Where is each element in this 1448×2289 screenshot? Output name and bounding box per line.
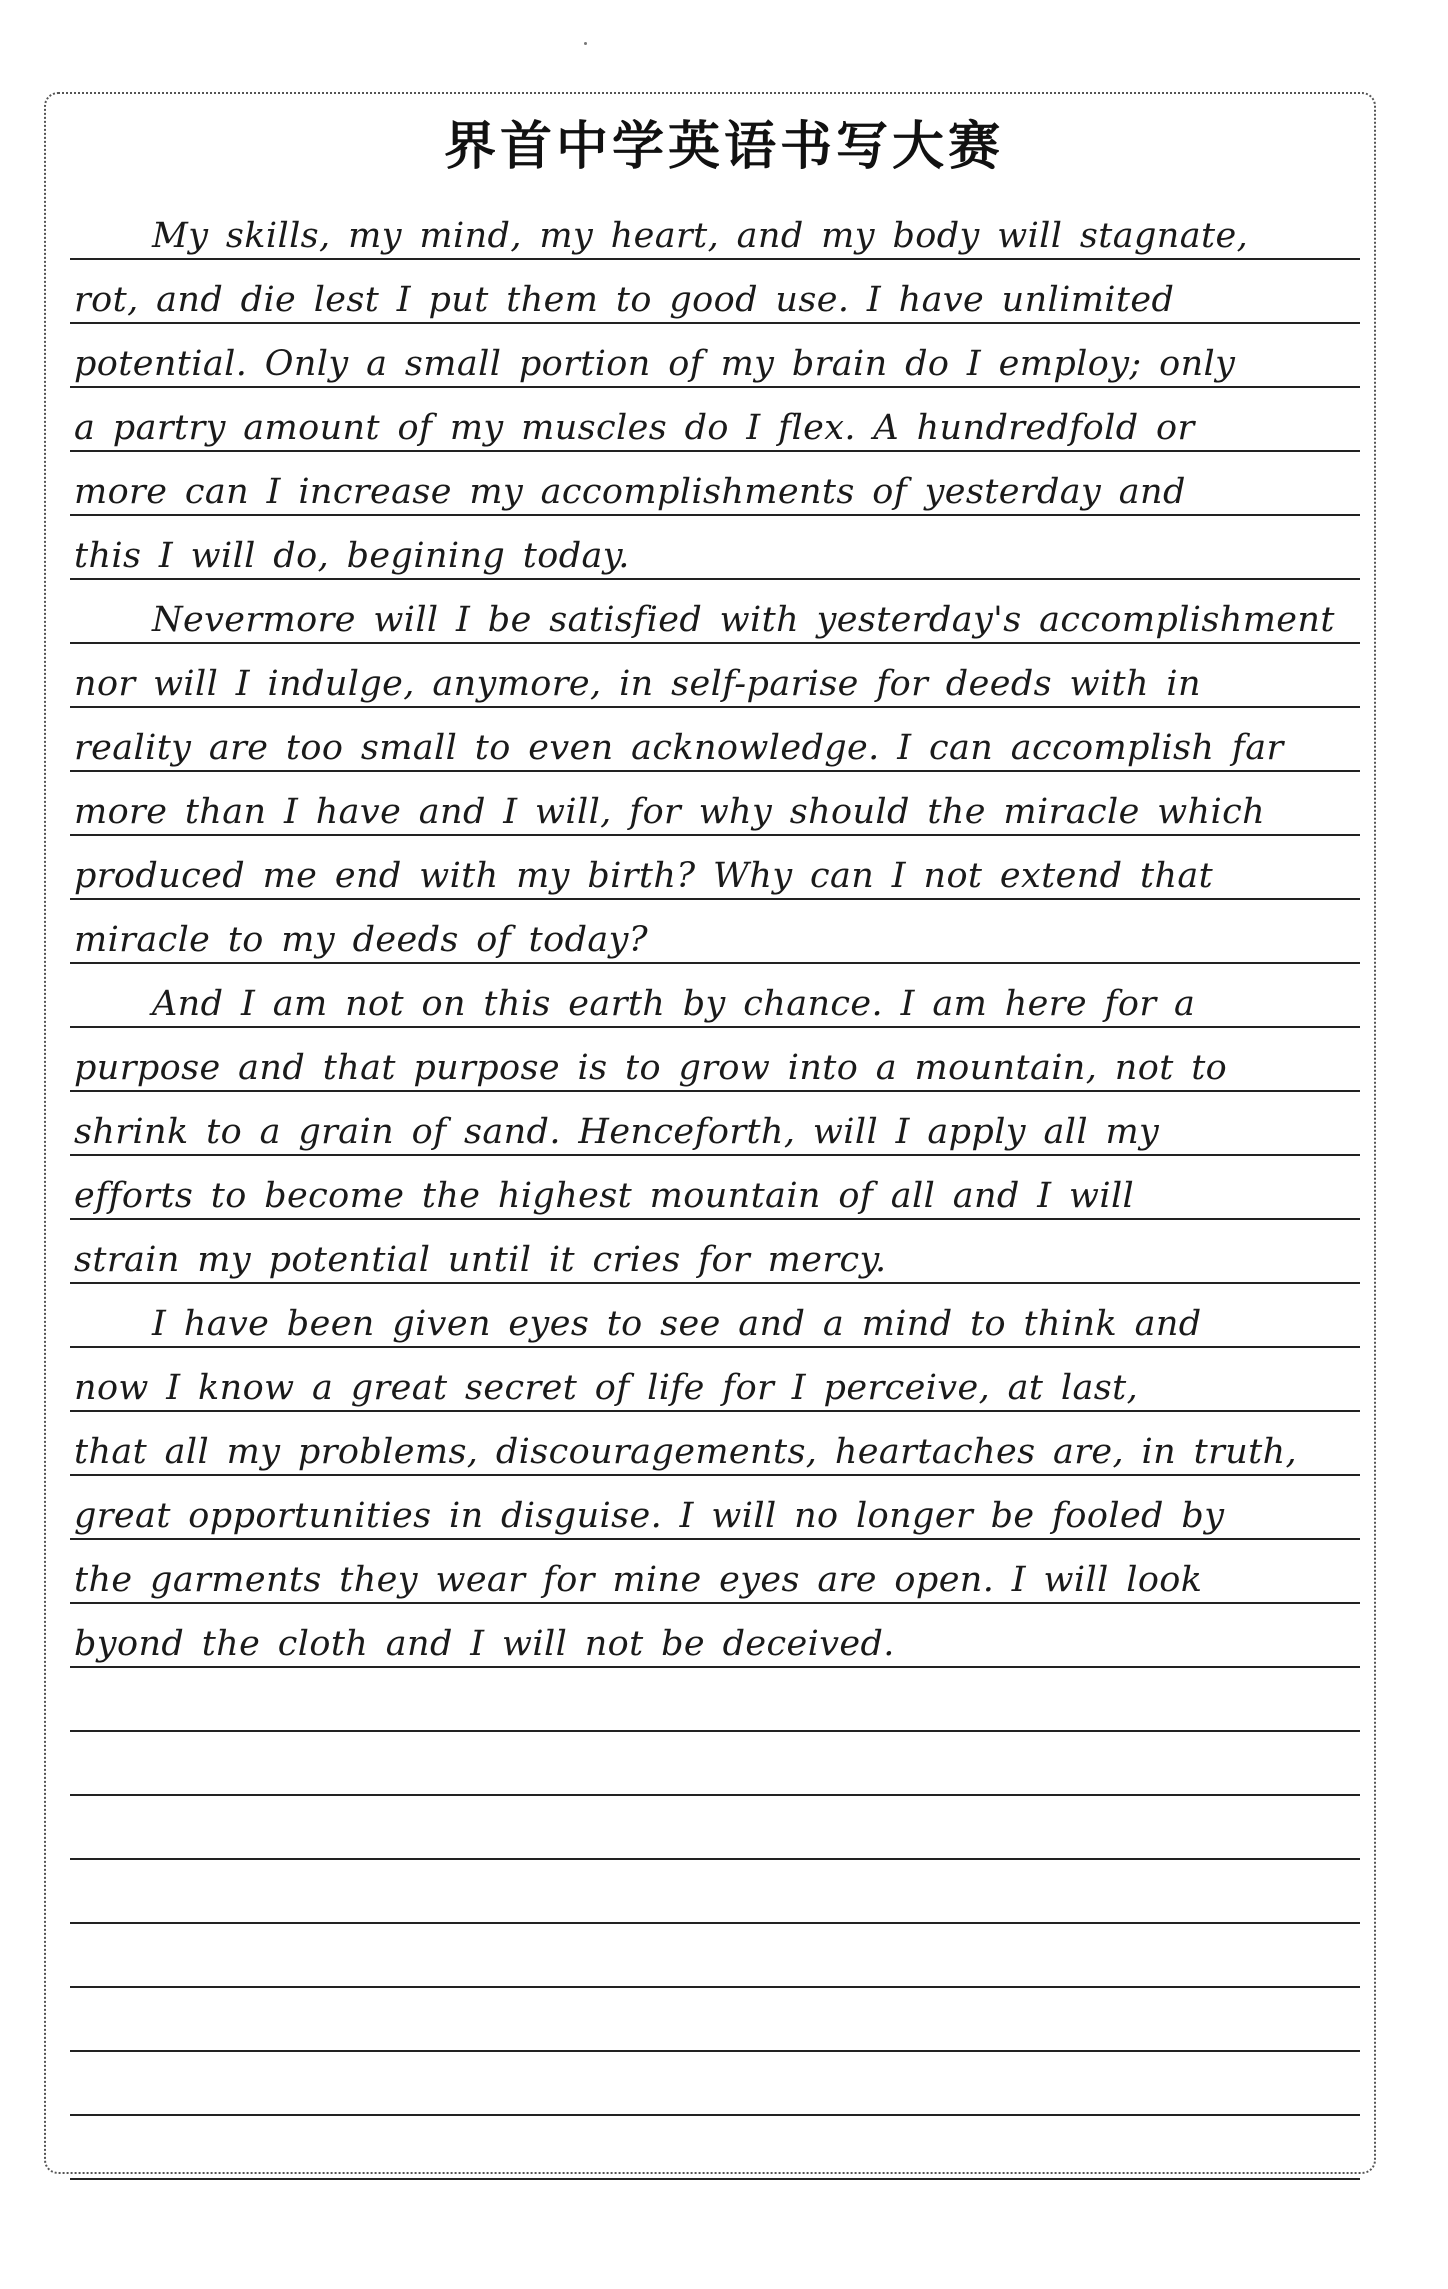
ruled-line	[70, 836, 1360, 900]
ruled-line	[70, 388, 1360, 452]
ruled-line	[70, 1156, 1360, 1220]
ruled-line	[70, 900, 1360, 964]
handwritten-line-text: the garments they wear for mine eyes are open. I will look	[74, 1560, 1203, 1600]
ruled-line	[70, 1220, 1360, 1284]
ruled-line	[70, 772, 1360, 836]
handwritten-line-text: efforts to become the highest mountain of all and I will	[74, 1176, 1135, 1216]
ruled-line	[70, 1668, 1360, 1732]
ruled-line	[70, 260, 1360, 324]
ruled-line	[70, 580, 1360, 644]
handwritten-line-text: more can I increase my accomplishments of yesterday and	[74, 472, 1186, 512]
ruled-line	[70, 324, 1360, 388]
handwritten-line-text: shrink to a grain of sand. Henceforth, will I apply all my	[74, 1112, 1160, 1152]
ruled-line	[70, 1476, 1360, 1540]
scan-speck	[584, 42, 587, 45]
handwritten-line-text: strain my potential until it cries for mercy.	[74, 1240, 887, 1280]
ruled-line	[70, 1284, 1360, 1348]
ruled-line	[70, 708, 1360, 772]
handwritten-line-text: Nevermore will I be satisfied with yesterday's accomplishment	[152, 600, 1335, 640]
ruled-line	[70, 1348, 1360, 1412]
ruled-line	[70, 1092, 1360, 1156]
handwritten-line-text: more than I have and I will, for why should the miracle which	[74, 792, 1266, 832]
ruled-line	[70, 1540, 1360, 1604]
ruled-line	[70, 1860, 1360, 1924]
ruled-line	[70, 1796, 1360, 1860]
handwritten-line-text: miracle to my deeds of today?	[74, 920, 648, 960]
ruled-line	[70, 2116, 1360, 2180]
ruled-line	[70, 196, 1360, 260]
handwritten-line-text: I have been given eyes to see and a mind to think and	[152, 1304, 1202, 1344]
handwritten-line-text: great opportunities in disguise. I will no longer be fooled by	[74, 1496, 1225, 1536]
ruled-line	[70, 2052, 1360, 2116]
handwritten-line-text: potential. Only a small portion of my brain do I employ; only	[74, 344, 1236, 384]
handwritten-line-text: purpose and that purpose is to grow into a mountain, not to	[74, 1048, 1228, 1088]
handwritten-line-text: byond the cloth and I will not be deceived.	[74, 1624, 895, 1664]
ruled-line	[70, 452, 1360, 516]
handwritten-line-text: a partry amount of my muscles do I flex. A hundredfold or	[74, 408, 1195, 448]
handwritten-line-text: My skills, my mind, my heart, and my body will stagnate,	[152, 216, 1249, 256]
page-title: 界首中学英语书写大赛	[443, 116, 1004, 177]
ruled-line	[70, 1924, 1360, 1988]
handwritten-line-text: And I am not on this earth by chance. I am here for a	[152, 984, 1196, 1024]
ruled-line	[70, 964, 1360, 1028]
ruled-line	[70, 516, 1360, 580]
handwritten-line-text: this I will do, begining today.	[74, 536, 630, 576]
ruled-line	[70, 1604, 1360, 1668]
ruled-line	[70, 1412, 1360, 1476]
ruled-line	[70, 1732, 1360, 1796]
handwritten-line-text: that all my problems, discouragements, heartaches are, in truth,	[74, 1432, 1298, 1472]
handwritten-line-text: reality are too small to even acknowledge. I can accomplish far	[74, 728, 1284, 768]
handwritten-line-text: produced me end with my birth? Why can I not extend that	[74, 856, 1214, 896]
ruled-line	[70, 1028, 1360, 1092]
handwritten-line-text: rot, and die lest I put them to good use. I have unlimited	[74, 280, 1175, 320]
ruled-line	[70, 644, 1360, 708]
writing-area	[70, 196, 1360, 2180]
handwritten-line-text: now I know a great secret of life for I perceive, at last,	[74, 1368, 1139, 1408]
handwritten-line-text: nor will I indulge, anymore, in self-parise for deeds with in	[74, 664, 1201, 704]
ruled-line	[70, 1988, 1360, 2052]
